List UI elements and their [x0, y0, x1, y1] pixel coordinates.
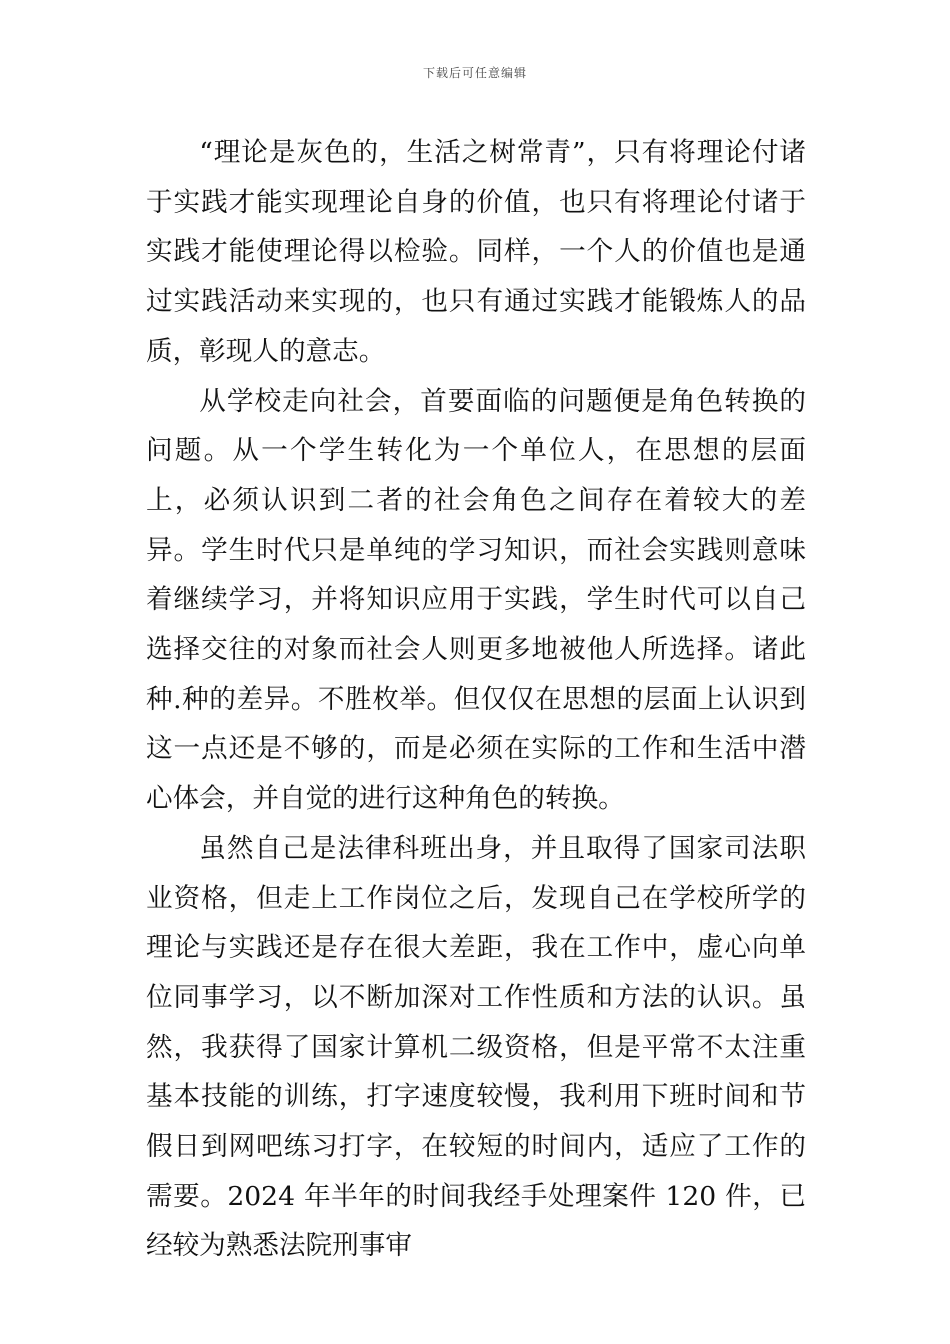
page-header: 下载后可任意编辑	[422, 66, 527, 80]
paragraph-2: 从学校走向社会，首要面临的问题便是角色转换的问题。从一个学生转化为一个单位人，在思想的层面上，必须认识到二者的社会角色之间存在着较大的差异。学生时代只是单纯的学习知识，而社会实践则意味着继续学习，并将知识应用于实践，学生时代可以自己选择交往的对象而社会人则更多地被他人所选择。诸此种.种的差异。不胜枚举。但仅仅在思想的层面上认识到这一点还是不够的，而是必须在实际的工作和生活中潜心体会，并自觉的进行这种角色的转换。	[146, 385, 806, 815]
document-body	[146, 128, 806, 1271]
paragraph-3: 虽然自己是法律科班出身，并且取得了国家司法职业资格，但走上工作岗位之后，发现自己在学校所学的理论与实践还是存在很大差距，我在工作中，虚心向单位同事学习，以不断加深对工作性质和方法的认识。虽然，我获得了国家计算机二级资格，但是平常不太注重基本技能的训练，打字速度较慢，我利用下班时间和节假日到网吧练习打字，在较短的时间内，适应了工作的需要。2024 年半年的时间我经手处理案件 120 件，已经较为熟悉法院刑事审	[146, 832, 806, 1262]
paragraph-1: “理论是灰色的，生活之树常青”，只有将理论付诸于实践才能实现理论自身的价值，也只有将理论付诸于实践才能使理论得以检验。同样，一个人的价值也是通过实践活动来实现的，也只有通过实践才能锻炼人的品质，彰现人的意志。	[146, 137, 806, 367]
